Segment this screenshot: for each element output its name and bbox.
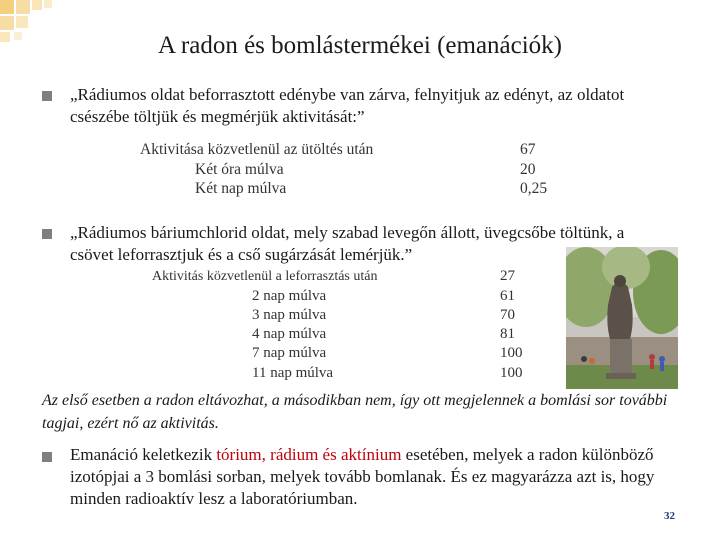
activity-table-2	[152, 267, 532, 385]
corner-decoration	[16, 16, 28, 28]
slide-title: A radon és bomlástermékei (emanációk)	[157, 32, 563, 59]
bullet-1-text: „Rádiumos oldat beforrasztott edénybe van zárva, felnyitjuk az edényt, az oldatot csészébe töltjük és megmérjük aktivitását:”	[70, 85, 625, 126]
bullet-2-text: „Rádiumos báriumchlorid oldat, mely szabad levegőn állott, üvegcsőbe töltünk, a csövet leforrasztjuk és a cső sugárzását lemérjük.”	[70, 223, 625, 264]
bullet-marker	[42, 91, 52, 101]
statue-photo-icon	[566, 247, 678, 389]
table2-row-value: 70	[500, 307, 515, 323]
statue-photo	[566, 247, 678, 389]
table1-row-value: 67	[520, 141, 536, 158]
bullet-3-pre: Emanáció keletkezik	[70, 445, 217, 464]
table1-row-label: Aktivitása közvetlenül az ütöltés után	[140, 141, 374, 158]
table2-row-label: 3 nap múlva	[252, 307, 327, 323]
corner-decoration	[0, 16, 14, 30]
table2-row-value: 100	[500, 365, 523, 381]
corner-decoration	[0, 0, 14, 14]
table1-row-value: 20	[520, 161, 536, 178]
italic-note: Az első esetben a radon eltávozhat, a másodikban nem, így ott megjelennek a bomlási sor további tagjai, ezért nő az aktivitás.	[42, 392, 668, 432]
bullet-3-highlight: tórium, rádium és aktínium	[216, 445, 402, 464]
bullet-3-post: esetében, melyek a radon különböző izotópjai a 3 bomlási sorban, melyek tovább bomlanak. És ez magyarázza azt is, hogy minden radioaktív lesz a laboratóriumban.	[70, 445, 655, 508]
bullet-marker	[42, 452, 52, 462]
table1-row-value: 0,25	[520, 180, 548, 197]
activity-table-1	[140, 141, 580, 201]
table2-row-value: 81	[500, 326, 515, 342]
corner-decoration	[16, 0, 30, 14]
table2-row-label: 2 nap múlva	[252, 288, 327, 304]
table2-row-value: 61	[500, 288, 515, 304]
table1-row-label: Két nap múlva	[195, 180, 287, 197]
page-number: 32	[664, 510, 675, 522]
bullet-3-text	[70, 444, 675, 510]
corner-decoration	[44, 0, 52, 8]
table2-row-label: 4 nap múlva	[252, 326, 327, 342]
table2-row-value: 27	[500, 268, 515, 284]
bullet-marker	[42, 229, 52, 239]
table1-row-label: Két óra múlva	[195, 161, 284, 178]
table2-row-label: Aktivitás közvetlenül a leforrasztás után	[152, 269, 378, 284]
corner-decoration	[32, 0, 42, 10]
table2-row-label: 7 nap múlva	[252, 345, 327, 361]
table2-row-value: 100	[500, 345, 523, 361]
table2-row-label: 11 nap múlva	[252, 365, 334, 381]
